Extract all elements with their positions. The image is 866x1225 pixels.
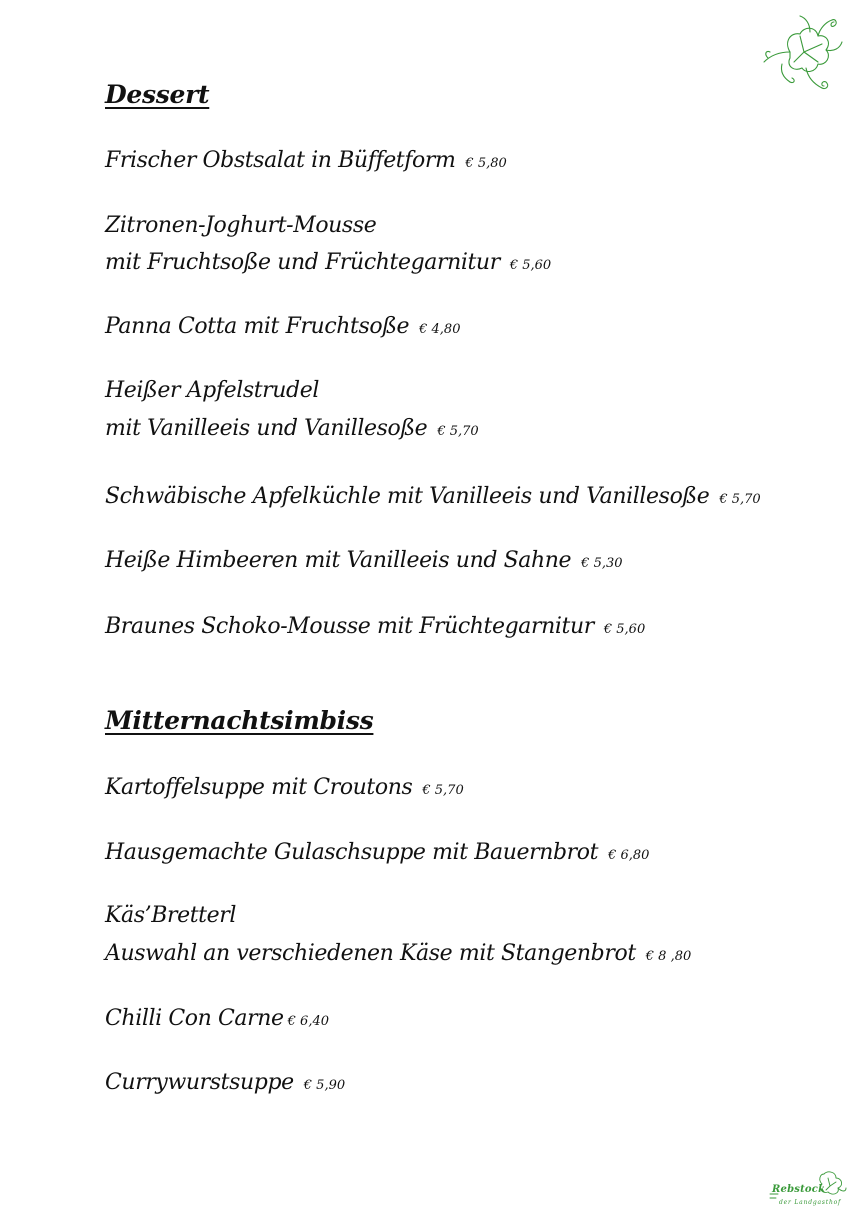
menu-item-price: € 5,60 [603, 622, 646, 637]
menu-item-line: Kartoffelsuppe mit Croutons € 5,70 [105, 775, 464, 800]
menu-item-line: Braunes Schoko-Mousse mit Früchtegarnitur € 5,60 [105, 614, 646, 639]
menu-item-price: € 5,60 [509, 258, 552, 273]
menu-item-line: Schwäbische Apfelküchle mit Vanilleeis und Vanillesoße € 5,70 [105, 484, 761, 509]
menu-item-line: Käs’Bretterl [105, 903, 236, 928]
menu-item-line: Hausgemachte Gulaschsuppe mit Bauernbrot € 6,80 [105, 840, 650, 865]
menu-item-price: € 4,80 [419, 322, 461, 337]
menu-item-line: Currywurstsuppe € 5,90 [105, 1070, 346, 1095]
grapevine-leaf-icon [760, 12, 844, 96]
menu-item-line: mit Vanilleeis und Vanillesoße € 5,70 [105, 416, 479, 441]
menu-item-line: mit Fruchtsoße und Früchtegarnitur € 5,60 [105, 250, 552, 275]
mitternachtsimbiss-heading: Mitternachtsimbiss [105, 706, 374, 735]
menu-item-price: € 5,90 [303, 1078, 346, 1093]
menu-item-line: Heißer Apfelstrudel [105, 378, 319, 403]
menu-item-price: € 5,80 [465, 156, 507, 171]
menu-item-price: € 5,30 [581, 556, 623, 571]
logo-name: Rebstock [772, 1184, 826, 1195]
menu-item-price: € 8 ,80 [645, 949, 692, 964]
dessert-heading: Dessert [105, 80, 210, 109]
menu-item-line: Zitronen-Joghurt-Mousse [105, 213, 377, 238]
menu-item-line: Panna Cotta mit Fruchtsoße € 4,80 [105, 314, 461, 339]
logo-subtitle: der Landgasthof [779, 1199, 842, 1206]
menu-item-line: Auswahl an verschiedenen Käse mit Stangenbrot € 8 ,80 [105, 941, 692, 966]
menu-item-line: Heiße Himbeeren mit Vanilleeis und Sahne € 5,30 [105, 548, 623, 573]
menu-item-price: € 6,80 [608, 848, 650, 863]
menu-item-price: € 6,40 [287, 1014, 329, 1029]
menu-item-price: € 5,70 [422, 783, 464, 798]
menu-item-line: Frischer Obstsalat in Büffetform € 5,80 [105, 148, 507, 173]
menu-item-line: Chilli Con Carne € 6,40 [105, 1006, 329, 1031]
menu-item-price: € 5,70 [719, 492, 761, 507]
menu-item-price: € 5,70 [437, 424, 479, 439]
